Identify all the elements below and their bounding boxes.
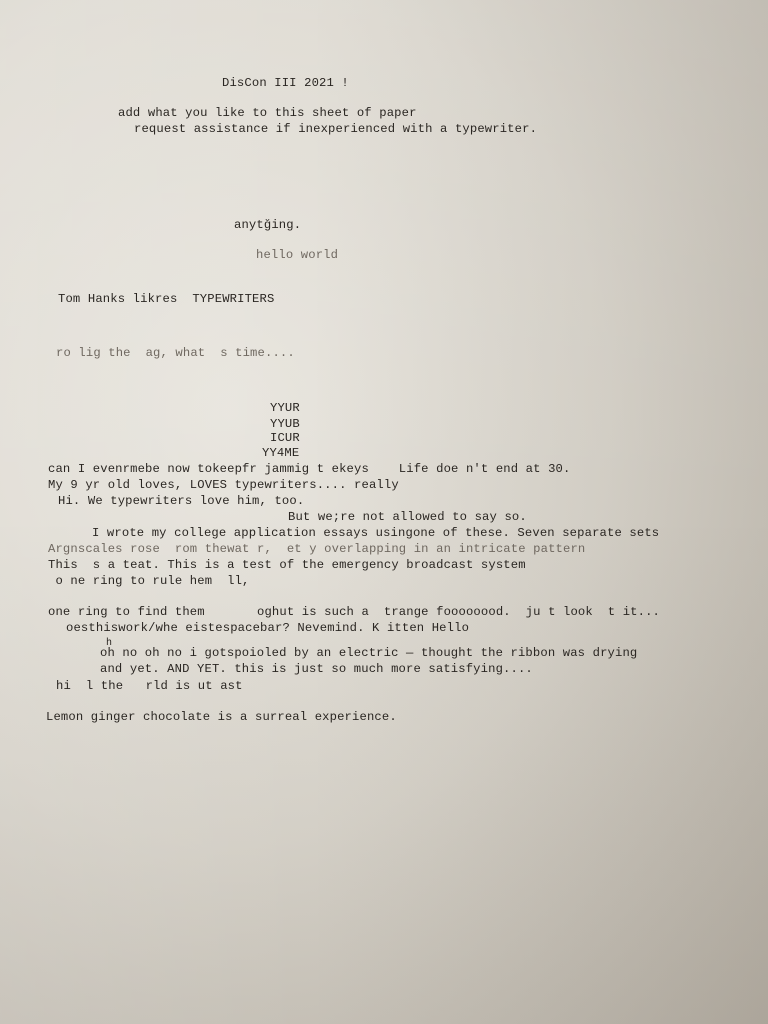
- tom-hanks-line: Tom Hanks likres TYPEWRITERS: [58, 292, 275, 306]
- hello-world-text: hello world: [256, 248, 339, 262]
- body-line-1: can I evenrmebe now tokeepfr jammig t ekeys Life doe n't end at 30.: [48, 462, 571, 476]
- body-line-15: Lemon ginger chocolate is a surreal experience.: [46, 710, 397, 724]
- body-line-6: Argnscales rose rom thewat r, et y overlapping in an intricate pattern: [48, 542, 586, 556]
- body-line-10: oesthiswork/whe eistespacebar? Nevemind. K itten Hello: [66, 621, 470, 635]
- yy-line-1: YYUR: [270, 401, 300, 415]
- yy-line-4: YY4ME: [262, 446, 300, 460]
- body-line-2: My 9 yr old loves, LOVES typewriters.... really: [48, 478, 399, 492]
- sheet-title: DisCon III 2021 !: [222, 76, 349, 90]
- body-line-11: h: [106, 638, 113, 649]
- body-line-5: I wrote my college application essays usingone of these. Seven separate sets: [92, 526, 660, 540]
- rolling-line: ro lig the ag, what s time....: [56, 346, 295, 360]
- body-line-7: This s a teat. This is a test of the emergency broadcast system: [48, 558, 526, 572]
- body-line-3: Hi. We typewriters love him, too.: [58, 494, 305, 508]
- body-line-12: oh no oh no i gotspoioled by an electric — thought the ribbon was drying: [100, 646, 638, 660]
- yy-line-2: YYUB: [270, 417, 300, 431]
- body-line-8: o ne ring to rule hem ll,: [48, 574, 250, 588]
- body-line-4: But we;re not allowed to say so.: [288, 510, 527, 524]
- body-line-14: hi l the rld is ut ast: [56, 679, 243, 693]
- anything-text: anytğing.: [234, 218, 302, 232]
- intro-line-2: request assistance if inexperienced with a typewriter.: [134, 122, 538, 136]
- body-line-13: and yet. AND YET. this is just so much more satisfying....: [100, 662, 533, 676]
- intro-line-1: add what you like to this sheet of paper: [118, 106, 417, 120]
- yy-line-3: ICUR: [270, 431, 300, 445]
- body-line-9: one ring to find them oghut is such a trange foooooood. ju t look t it...: [48, 605, 661, 619]
